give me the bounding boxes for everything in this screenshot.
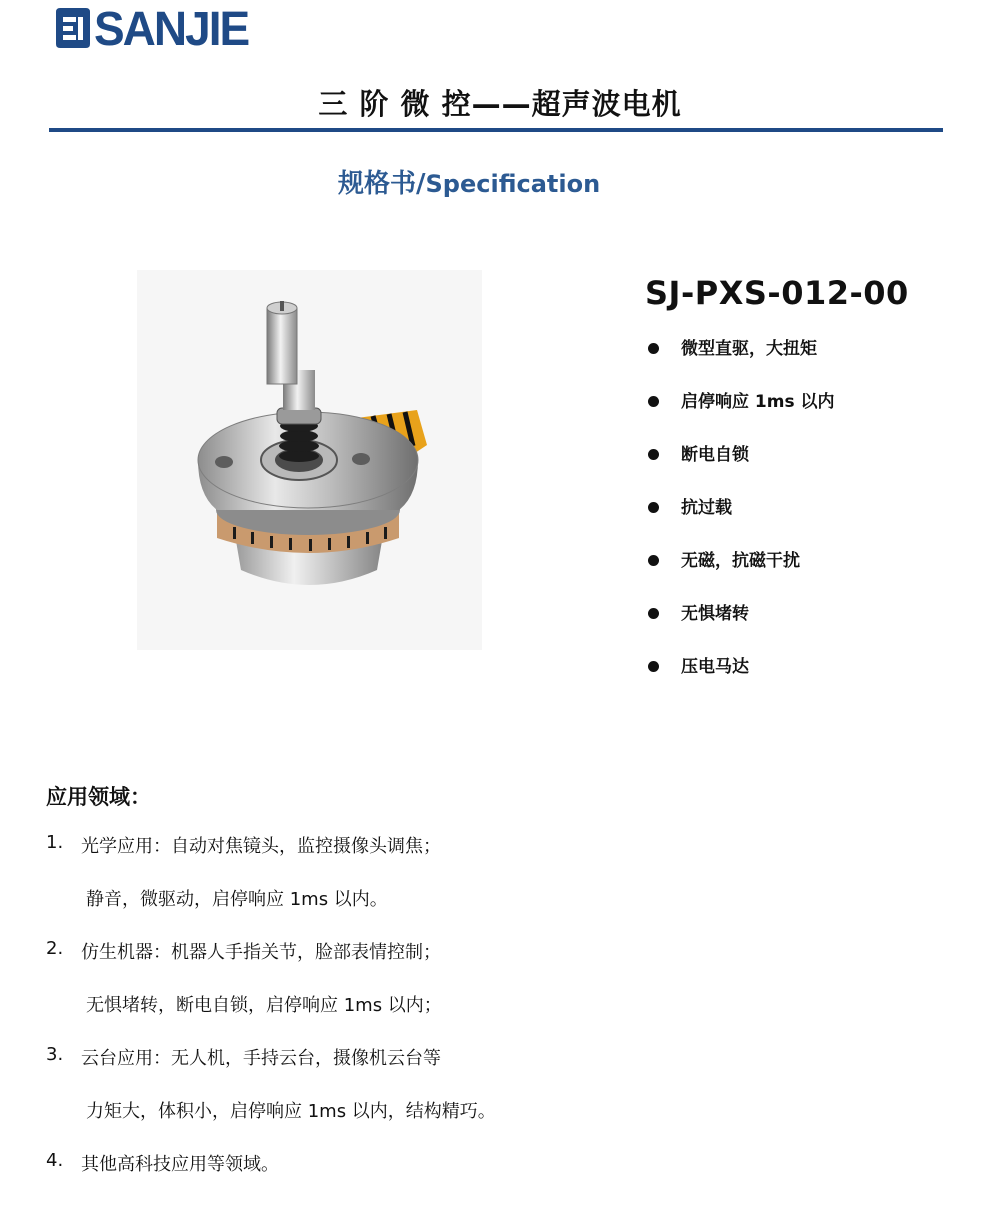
feature-list bbox=[648, 334, 835, 705]
application-item-continuation bbox=[46, 991, 496, 1044]
page-title: 三 阶 微 控——超声波电机 bbox=[318, 87, 682, 121]
brand-mark-icon bbox=[54, 6, 92, 50]
applications-heading: 应用领域： bbox=[46, 785, 151, 809]
feature-item: 无磁，抗磁干扰 bbox=[648, 546, 835, 599]
page-subtitle bbox=[338, 163, 600, 200]
subtitle-cn: 规格书/ bbox=[338, 169, 426, 199]
product-photo bbox=[137, 270, 482, 650]
application-item-continuation bbox=[46, 885, 496, 938]
application-item bbox=[46, 938, 496, 991]
item-number: 1. bbox=[46, 832, 64, 853]
bullet-icon bbox=[648, 555, 659, 566]
item-number: 3. bbox=[46, 1044, 64, 1065]
applications-list bbox=[46, 832, 496, 1203]
model-number: SJ-PXS-012-00 bbox=[645, 274, 909, 312]
bullet-icon bbox=[648, 449, 659, 460]
application-item bbox=[46, 1150, 496, 1203]
bullet-icon bbox=[648, 661, 659, 672]
feature-item: 压电马达 bbox=[648, 652, 835, 705]
item-text: 光学应用：自动对焦镜头，监控摄像头调焦； bbox=[81, 836, 441, 857]
application-item bbox=[46, 1044, 496, 1097]
brand-name: SANJIE bbox=[94, 0, 249, 56]
item-number: 4. bbox=[46, 1150, 64, 1171]
brand-logo bbox=[54, 0, 249, 56]
bullet-icon bbox=[648, 396, 659, 407]
feature-item: 无惧堵转 bbox=[648, 599, 835, 652]
item-text: 力矩大，体积小，启停响应 1ms 以内，结构精巧。 bbox=[86, 1101, 496, 1122]
item-number: 2. bbox=[46, 938, 64, 959]
item-text: 静音，微驱动，启停响应 1ms 以内。 bbox=[86, 889, 388, 910]
subtitle-en: Specification bbox=[425, 170, 601, 198]
title-divider bbox=[49, 128, 943, 132]
feature-item: 断电自锁 bbox=[648, 440, 835, 493]
item-text: 无惧堵转，断电自锁，启停响应 1ms 以内； bbox=[86, 995, 442, 1016]
application-item-continuation bbox=[46, 1097, 496, 1150]
feature-item: 微型直驱，大扭矩 bbox=[648, 334, 835, 387]
bullet-icon bbox=[648, 502, 659, 513]
item-text: 仿生机器：机器人手指关节，脸部表情控制； bbox=[81, 942, 441, 963]
application-item bbox=[46, 832, 496, 885]
feature-item: 启停响应 1ms 以内 bbox=[648, 387, 835, 440]
item-text: 其他高科技应用等领域。 bbox=[81, 1154, 279, 1175]
item-text: 云台应用：无人机，手持云台，摄像机云台等 bbox=[81, 1048, 441, 1069]
feature-item: 抗过载 bbox=[648, 493, 835, 546]
bullet-icon bbox=[648, 343, 659, 354]
bullet-icon bbox=[648, 608, 659, 619]
